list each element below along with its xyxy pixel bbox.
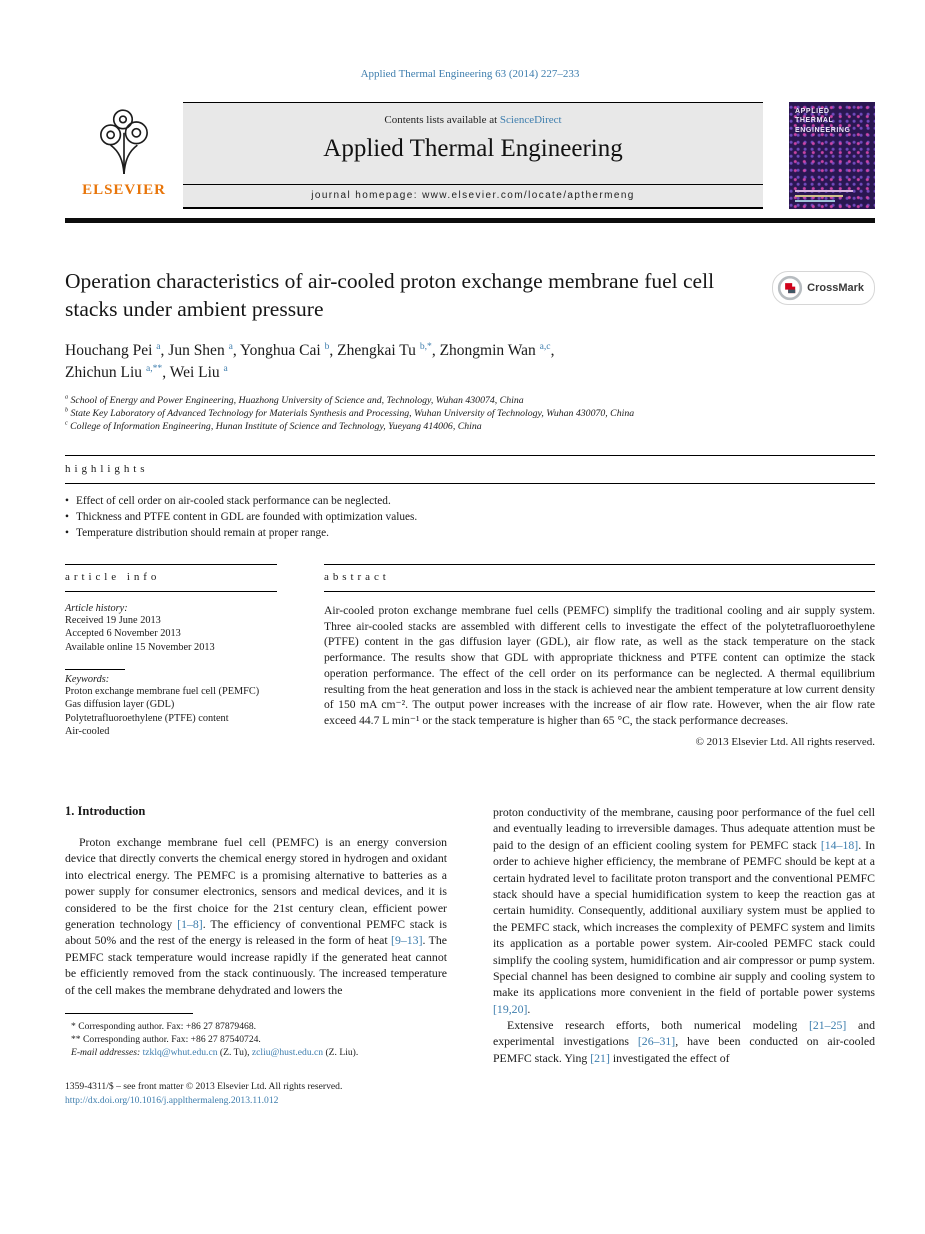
cover-title-lines-item: ENGINEERING: [795, 126, 851, 134]
highlights-section: [65, 455, 875, 541]
journal-homepage-link[interactable]: journal homepage: www.elsevier.com/locate/apthermeng: [183, 184, 763, 207]
keywords-list-item: Air-cooled: [65, 726, 110, 738]
keywords-list-item: Polytetrafluoroethylene (PTFE) content: [65, 712, 229, 724]
author-name: Houchang Pei $^a$: [65, 340, 161, 359]
contents-line-text: Contents lists available at: [384, 114, 500, 126]
text-segment: , have been conducted on air-cooled PEMFC stack. Ying: [493, 1034, 875, 1065]
text-segment: (Z. Tu),: [217, 1047, 252, 1059]
text-segment: (Z. Liu).: [323, 1047, 359, 1059]
author-name: Yonghua Cai $^b$: [240, 340, 330, 359]
affiliation-marker: a: [65, 394, 69, 401]
cover-title-lines-item: APPLIED: [795, 108, 830, 115]
highlights-list-item: • Thickness and PTFE content in GDL are founded with optimization values.: [65, 510, 875, 526]
highlights-list: [65, 494, 875, 541]
citation-ref[interactable]: [9–13]: [391, 933, 423, 948]
affiliation-ref[interactable]: b: [324, 340, 330, 352]
imprint-block: [65, 1080, 447, 1109]
article-history-label: Article history:: [65, 602, 128, 614]
author-name: Wei Liu $^a$: [169, 363, 228, 382]
citation-ref[interactable]: [14–18]: [820, 837, 859, 852]
elsevier-tree-icon: [92, 104, 156, 181]
footnote-divider: [65, 1013, 193, 1014]
crossmark-icon: [777, 275, 803, 301]
journal-header: [65, 102, 875, 209]
article-info-heading: a r t i c l e i n f o: [65, 565, 277, 592]
footnote-corresponding-2: ** Corresponding author. Fax: +86 27 87540724.: [71, 1034, 261, 1046]
author-list: Houchang Pei $^a$, Jun Shen $^a$, Yonghua Cai $^b$, Zhengkai Tu $^{b,*}$, Zhongmin Wan $^{a,c}$, Zhichun Liu $^{a,**}$, Wei Liu $^a$: [65, 340, 555, 382]
text-segment: investigated the effect of: [609, 1050, 730, 1065]
author-name: Zhengkai Tu $^{b,*}$: [337, 340, 432, 359]
affiliation-ref[interactable]: a,**: [145, 363, 163, 375]
affiliation-marker: b: [65, 407, 69, 414]
journal-title: Applied Thermal Engineering: [323, 135, 623, 162]
footnote-emails: [65, 1046, 447, 1059]
header-divider: [65, 218, 875, 223]
text-segment: . The PEMFC stack temperature would increase rapidly if the generated heat cannot be efficiently removed from the stack continuously. The increased temperature of the cell makes the membrane dehydrated and lowers the: [65, 933, 447, 997]
cover-title-lines-item: THERMAL: [795, 117, 834, 125]
text-segment: . The efficiency of conventional PEMFC stack is about 50% and the rest of the energy is released in the form of heat: [65, 916, 448, 948]
keywords-list-item: Gas diffusion layer (GDL): [65, 699, 175, 711]
article-body: [65, 804, 875, 1108]
affiliation-ref[interactable]: a: [223, 363, 228, 375]
author-name: Jun Shen $^a$: [168, 340, 233, 359]
cover-decoration: [795, 187, 853, 202]
email-link[interactable]: tzklq@whut.edu.cn: [142, 1047, 218, 1059]
section-heading-introduction: 1. Introduction: [65, 804, 146, 819]
affiliation-ref[interactable]: a: [228, 340, 233, 352]
text-segment: Extensive research efforts, both numerical modeling: [507, 1018, 809, 1033]
citation-ref[interactable]: [1–8]: [177, 916, 203, 931]
highlights-list-item: • Effect of cell order on air-cooled stack performance can be neglected.: [65, 494, 875, 510]
highlights-list-item: • Temperature distribution should remain at proper range.: [65, 526, 875, 542]
citation-ref[interactable]: [26–31]: [637, 1034, 676, 1049]
text-segment: and experimental investigations: [493, 1018, 875, 1049]
elsevier-logo[interactable]: [65, 102, 183, 209]
info-abstract-section: [65, 564, 875, 748]
issn-copyright-line: 1359-4311/$ – see front matter © 2013 Elsevier Ltd. All rights reserved.: [65, 1080, 343, 1092]
abstract-column: [324, 564, 875, 748]
affiliation-list: [65, 395, 875, 434]
affiliation-ref[interactable]: a: [156, 340, 161, 352]
cover-title-lines: [789, 102, 875, 135]
keywords-list-item: Proton exchange membrane fuel cell (PEMFC): [65, 685, 260, 697]
journal-cover[interactable]: [789, 102, 875, 209]
author-name: Zhichun Liu $^{a,**}$: [65, 363, 163, 382]
affiliation-ref[interactable]: b,*: [419, 340, 432, 352]
citation-ref[interactable]: [19,20]: [493, 1001, 528, 1016]
citation-ref[interactable]: [21]: [590, 1050, 610, 1065]
abstract-heading: a b s t r a c t: [324, 565, 875, 592]
journal-banner: [183, 102, 763, 209]
article-history-item: Accepted 6 November 2013: [65, 628, 181, 640]
author-name: Zhongmin Wan $^{a,c}$: [439, 340, 551, 359]
email-link[interactable]: zcliu@hust.edu.cn: [251, 1047, 324, 1059]
body-column-right: [493, 804, 875, 1108]
keywords-list: [65, 685, 277, 739]
elsevier-wordmark: ELSEVIER: [82, 182, 166, 198]
article-history-item: Available online 15 November 2013: [65, 642, 215, 654]
footnote-block: [65, 1013, 447, 1060]
article-info-column: [65, 564, 277, 748]
highlights-heading: h i g h l i g h t s: [65, 455, 875, 484]
sciencedirect-link[interactable]: ScienceDirect: [499, 114, 562, 126]
footnote-corresponding-1: * Corresponding author. Fax: +86 27 87879468.: [71, 1020, 257, 1032]
abstract-copyright: © 2013 Elsevier Ltd. All rights reserved.: [695, 736, 875, 749]
article-title: Operation characteristics of air-cooled proton exchange membrane fuel cell stacks under ambient pressure: [65, 269, 715, 322]
intro-paragraph-3: [493, 1017, 875, 1066]
text-segment: .: [527, 1001, 531, 1016]
affiliation: $^c$ College of Information Engineering, Hunan Institute of Science and Technology, Yueyang 414006, China: [65, 420, 482, 432]
crossmark-label: CrossMark: [807, 282, 864, 294]
affiliation-ref[interactable]: a,c: [539, 340, 551, 352]
doi-link[interactable]: http://dx.doi.org/10.1016/j.applthermaleng.2013.11.012: [65, 1095, 279, 1107]
keywords-divider: [65, 669, 125, 670]
affiliation-marker: c: [65, 420, 68, 427]
text-segment: Proton exchange membrane fuel cell (PEMFC) is an energy conversion device that directly converts the chemical energy stored in hydrogen and oxidant into electrical energy. The PEMFC is a promising alternative to batteries as a power supply for consumer electronics, sensors and medical devices, and it is considered to be the first choice for the 21st century clean, efficient power generation technology: [65, 835, 447, 931]
text-segment: . In order to achieve higher efficiency, the membrane of PEMFC should be kept at a certain hydrated level to facilitate proton transport and the conventional PEMFC stack should have a special humidification system to keep the reaction gas at certain humidity. Consequently, additional auxiliary system must be applied to the PEMFC stack, which increases the complexity of PEMFC system and limits its application as a portable power system. Air-cooled PEMFC stack could simplify the cooling system, humidification and air compressor or pump system. Special channel has been designed to combine air supply and cooling system to make its applications more convenient in the field of portable power systems: [493, 837, 876, 1000]
keywords-label: Keywords:: [65, 673, 110, 685]
article-history-item: Received 19 June 2013: [65, 614, 161, 626]
crossmark-badge[interactable]: [772, 271, 875, 305]
text-segment: E-mail addresses:: [71, 1047, 143, 1059]
abstract-text: Air-cooled proton exchange membrane fuel cells (PEMFC) simplify the traditional cooling and air supply system. Three air-cooled stacks are assembled with different cells to investigate the effect of the polytetrafluoroethylene (PTFE) content in the gas diffusion layer (GDL), air flow rate, as well as the stack temperature on the stack performance. The results show that GDL with appropriate thickness and PTFE content can optimize the stack operation performance. The effect of the cell order on its performance can be neglected. A thermal equilibrium resulting from the heat generation and loss in the stack is achieved near the ambient temperature at low current density of 150 mA cm⁻². The output power increases with the increase of air flow rate. However, when the air flow rate exceed 44.7 L min⁻¹ or the stack temperature is higher than 65 °C, the stack performance decreases.: [324, 603, 875, 728]
body-column-left: [65, 804, 447, 1108]
journal-citation-link[interactable]: Applied Thermal Engineering 63 (2014) 227–233: [360, 68, 580, 80]
citation-ref[interactable]: [21–25]: [808, 1018, 847, 1033]
intro-paragraph-2: [493, 804, 875, 1017]
affiliation: $^b$ State Key Laboratory of Advanced Technology for Materials Synthesis and Processing, Wuhan University of Technology, Wuhan 430070, China: [65, 407, 635, 419]
text-segment: proton conductivity of the membrane, causing poor performance of the fuel cell and eventually leading to irreversible damages. Thus adequate attention must be paid to the design of an efficient cooling system for PEMFC stack: [493, 805, 875, 852]
contents-line: [183, 114, 763, 126]
affiliation: $^a$ School of Energy and Power Engineering, Huazhong University of Science and, Technology, Wuhan 430074, China: [65, 394, 524, 406]
intro-paragraph-1: [65, 834, 447, 998]
article-history: [65, 614, 277, 655]
